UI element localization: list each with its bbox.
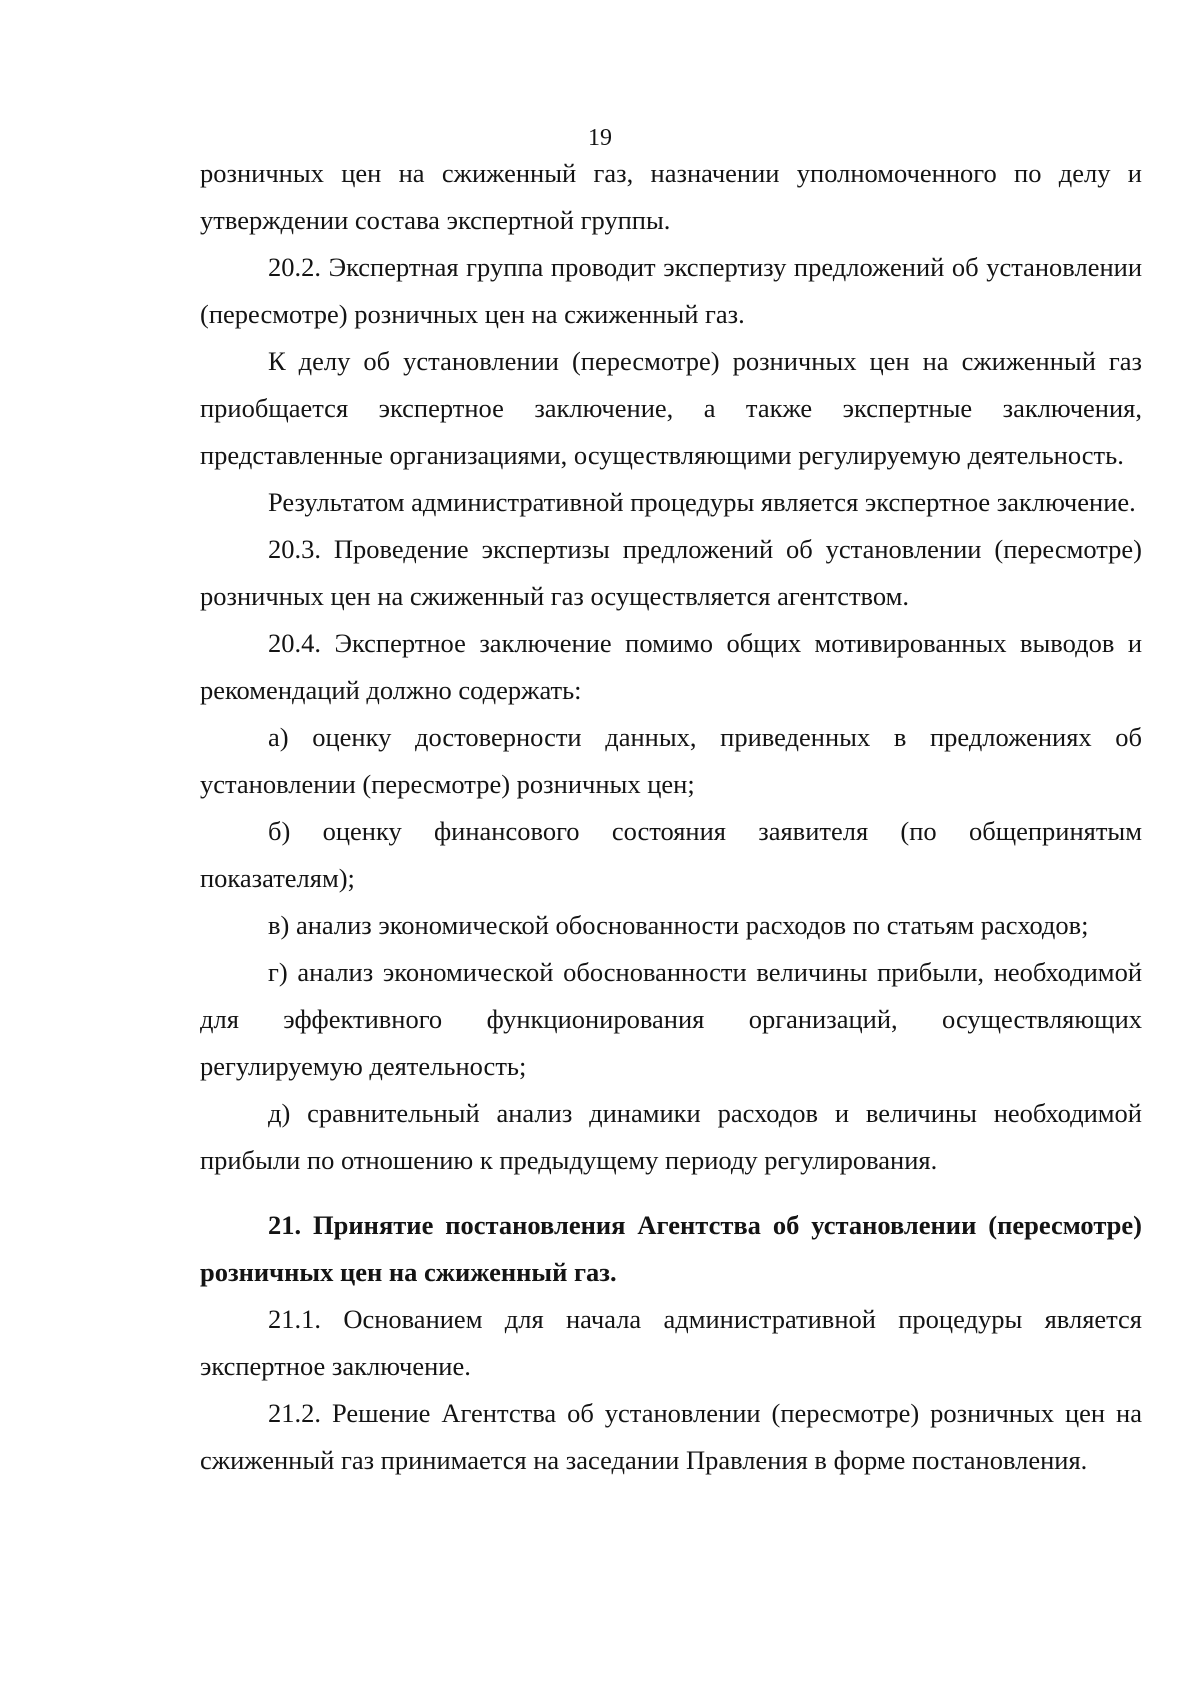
list-item-g: г) анализ экономической обоснованности величины прибыли, необходимой для эффективного функционирования организаций, осуществляющих регулируемую деятельность; <box>200 957 1142 1081</box>
paragraph-result: Результатом административной процедуры является экспертное заключение. <box>268 487 1136 517</box>
paragraph-20-4: 20.4. Экспертное заключение помимо общих мотивированных выводов и рекомендаций должно содержать: <box>200 628 1142 705</box>
paragraph-21-2: 21.2. Решение Агентства об установлении (пересмотре) розничных цен на сжиженный газ принимается на заседании Правления в форме постановления. <box>200 1398 1142 1475</box>
list-item-b: б) оценку финансового состояния заявителя (по общепринятым показателям); <box>200 816 1142 893</box>
list-item-a: а) оценку достоверности данных, приведенных в предложениях об установлении (пересмотре) розничных цен; <box>200 722 1142 799</box>
list-item-v: в) анализ экономической обоснованности расходов по статьям расходов; <box>268 910 1089 940</box>
paragraph-20-2: 20.2. Экспертная группа проводит экспертизу предложений об установлении (пересмотре) розничных цен на сжиженный газ. <box>200 252 1142 329</box>
paragraph-21-1: 21.1. Основанием для начала административной процедуры является экспертное заключение. <box>200 1304 1142 1381</box>
document-body <box>200 150 1142 1484</box>
section-spacer <box>200 1184 1142 1202</box>
section-21-heading: 21. Принятие постановления Агентства об установлении (пересмотре) розничных цен на сжиженный газ. <box>200 1210 1142 1287</box>
paragraph-continuation: розничных цен на сжиженный газ, назначении уполномоченного по делу и утверждении состава экспертной группы. <box>200 158 1142 235</box>
list-item-d: д) сравнительный анализ динамики расходов и величины необходимой прибыли по отношению к предыдущему периоду регулирования. <box>200 1098 1142 1175</box>
page-number: 19 <box>588 125 612 151</box>
paragraph-20-3: 20.3. Проведение экспертизы предложений об установлении (пересмотре) розничных цен на сжиженный газ осуществляется агентством. <box>200 534 1142 611</box>
paragraph-case-file: К делу об установлении (пересмотре) розничных цен на сжиженный газ приобщается экспертное заключение, а также экспертные заключения, представленные организациями, осуществляющими регулируемую деятельность. <box>200 346 1142 470</box>
